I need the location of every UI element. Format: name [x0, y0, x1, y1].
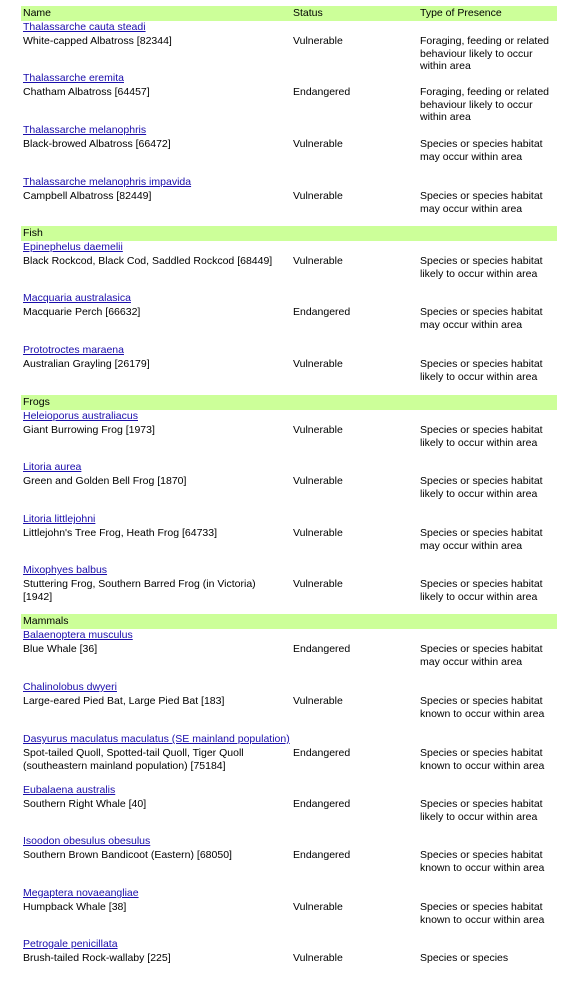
species-link[interactable]: Petrogale penicillata [23, 938, 118, 950]
species-row [21, 124, 557, 172]
common-name: Australian Grayling [26179] [23, 358, 150, 370]
species-row [21, 887, 557, 935]
presence-value: Species or species habitat known to occur within area [420, 849, 545, 874]
presence-value: Species or species habitat may occur within area [420, 643, 543, 668]
common-name: Littlejohn's Tree Frog, Heath Frog [64733] [23, 527, 218, 539]
species-link[interactable]: Dasyurus maculatus maculatus (SE mainland population) [23, 733, 290, 745]
status-value: Vulnerable [293, 952, 343, 964]
common-name: Chatham Albatross [64457] [23, 86, 150, 98]
column-status-header: Status [293, 7, 323, 19]
species-link[interactable]: Thalassarche melanophris impavida [23, 176, 192, 188]
group-label: Fish [23, 227, 43, 239]
common-name: Green and Golden Bell Frog [1870] [23, 475, 187, 487]
presence-value: Species or species habitat likely to occur within area [420, 798, 543, 823]
species-row [21, 410, 557, 458]
species-link[interactable]: Epinephelus daemelii [23, 241, 123, 253]
presence-value: Species or species habitat may occur within area [420, 138, 543, 163]
status-value: Endangered [293, 849, 351, 861]
status-value: Vulnerable [293, 578, 343, 590]
status-value: Endangered [293, 86, 351, 98]
species-row [21, 292, 557, 340]
presence-value: Foraging, feeding or related behaviour likely to occur within area [420, 86, 549, 124]
status-value: Vulnerable [293, 424, 343, 436]
species-row [21, 176, 557, 224]
species-row [21, 344, 557, 392]
species-link[interactable]: Thalassarche melanophris [23, 124, 147, 136]
species-link[interactable]: Heleioporus australiacus [23, 410, 138, 422]
species-link[interactable]: Mixophyes balbus [23, 564, 108, 576]
species-row [21, 461, 557, 509]
species-link[interactable]: Eubalaena australis [23, 784, 116, 796]
species-link[interactable]: Thalassarche eremita [23, 72, 124, 84]
species-row [21, 72, 557, 124]
common-name: Stuttering Frog, Southern Barred Frog (in Victoria) [1942] [23, 578, 256, 603]
presence-value: Species or species habitat may occur within area [420, 190, 543, 215]
species-link[interactable]: Chalinolobus dwyeri [23, 681, 117, 693]
group-label: Frogs [23, 396, 50, 408]
common-name: Giant Burrowing Frog [1973] [23, 424, 155, 436]
status-value: Vulnerable [293, 138, 343, 150]
species-link[interactable]: Litoria aurea [23, 461, 82, 473]
column-presence-header: Type of Presence [420, 7, 502, 19]
presence-value: Species or species habitat likely to occur within area [420, 475, 543, 500]
presence-value: Species or species habitat likely to occur within area [420, 424, 543, 449]
presence-value: Species or species habitat known to occur within area [420, 695, 545, 720]
species-link[interactable]: Balaenoptera musculus [23, 629, 133, 641]
status-value: Endangered [293, 643, 351, 655]
common-name: Spot-tailed Quoll, Spotted-tail Quoll, Tiger Quoll (southeastern mainland population) [75184] [23, 747, 244, 772]
group-header-row [21, 395, 557, 410]
common-name: Black-browed Albatross [66472] [23, 138, 171, 150]
status-value: Endangered [293, 798, 351, 810]
presence-value: Species or species habitat may occur within area [420, 306, 543, 331]
column-name-header: Name [23, 7, 52, 19]
presence-value: Species or species [420, 952, 509, 964]
status-value: Vulnerable [293, 695, 343, 707]
presence-value: Species or species habitat known to occur within area [420, 747, 545, 772]
status-value: Vulnerable [293, 527, 343, 539]
species-row [21, 938, 557, 986]
common-name: Blue Whale [36] [23, 643, 98, 655]
species-row [21, 784, 557, 832]
group-label: Mammals [23, 615, 69, 627]
status-value: Vulnerable [293, 901, 343, 913]
common-name: Campbell Albatross [82449] [23, 190, 152, 202]
species-link[interactable]: Macquaria australasica [23, 292, 131, 304]
species-row [21, 681, 557, 729]
species-link[interactable]: Isoodon obesulus obesulus [23, 835, 151, 847]
species-row [21, 835, 557, 883]
status-value: Endangered [293, 306, 351, 318]
species-link[interactable]: Litoria littlejohni [23, 513, 96, 525]
table-header [21, 6, 557, 21]
species-link[interactable]: Megaptera novaeangliae [23, 887, 139, 899]
common-name: Humpback Whale [38] [23, 901, 127, 913]
status-value: Vulnerable [293, 358, 343, 370]
common-name: Macquarie Perch [66632] [23, 306, 141, 318]
presence-value: Species or species habitat likely to occur within area [420, 255, 543, 280]
common-name: Southern Brown Bandicoot (Eastern) [68050] [23, 849, 232, 861]
species-link[interactable]: Prototroctes maraena [23, 344, 124, 356]
presence-value: Foraging, feeding or related behaviour likely to occur within area [420, 35, 549, 73]
common-name: Large-eared Pied Bat, Large Pied Bat [183] [23, 695, 225, 707]
presence-value: Species or species habitat likely to occur within area [420, 578, 543, 603]
group-header-row [21, 614, 557, 629]
presence-value: Species or species habitat known to occur within area [420, 901, 545, 926]
common-name: Brush-tailed Rock-wallaby [225] [23, 952, 171, 964]
status-value: Vulnerable [293, 35, 343, 47]
group-header-row [21, 226, 557, 241]
species-link[interactable]: Thalassarche cauta steadi [23, 21, 146, 33]
presence-value: Species or species habitat likely to occur within area [420, 358, 543, 383]
species-row [21, 513, 557, 561]
common-name: Black Rockcod, Black Cod, Saddled Rockcod [68449] [23, 255, 273, 267]
species-row [21, 733, 557, 781]
status-value: Endangered [293, 747, 351, 759]
common-name: Southern Right Whale [40] [23, 798, 147, 810]
species-row [21, 564, 557, 612]
presence-value: Species or species habitat may occur within area [420, 527, 543, 552]
species-row [21, 241, 557, 289]
common-name: White-capped Albatross [82344] [23, 35, 172, 47]
species-row [21, 21, 557, 73]
status-value: Vulnerable [293, 190, 343, 202]
species-row [21, 629, 557, 677]
status-value: Vulnerable [293, 475, 343, 487]
status-value: Vulnerable [293, 255, 343, 267]
